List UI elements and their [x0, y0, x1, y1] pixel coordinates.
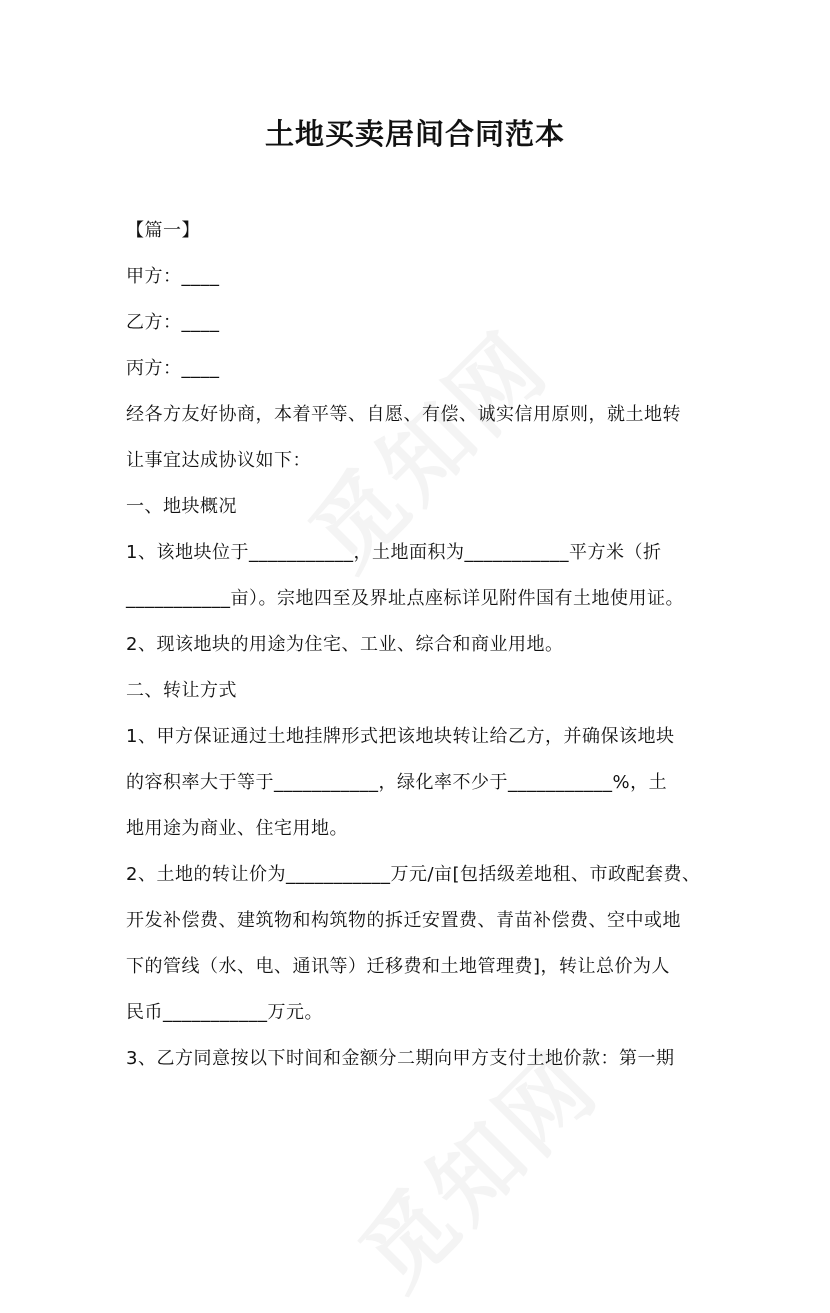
paragraph-line: 让事宜达成协议如下：	[126, 450, 311, 471]
paragraph-line: 开发补偿费、建筑物和构筑物的拆迁安置费、青苗补偿费、空中或地	[126, 910, 681, 931]
party-b-line: 乙方：____	[126, 312, 220, 333]
paragraph-line: 下的管线（水、电、通讯等）迁移费和土地管理费]，转让总价为人	[126, 956, 671, 977]
document-title: 土地买卖居间合同范本	[264, 117, 565, 151]
party-a-line: 甲方：____	[126, 266, 220, 287]
paragraph-line: ___________亩）。宗地四至及界址点座标详见附件国有土地使用证。	[126, 588, 684, 609]
paragraph-line: 1、甲方保证通过土地挂牌形式把该地块转让给乙方，并确保该地块	[126, 726, 675, 747]
clause-heading: 一、地块概况	[126, 496, 237, 517]
paragraph-line: 经各方友好协商，本着平等、自愿、有偿、诚实信用原则，就土地转	[126, 404, 681, 425]
paragraph-line: 民币___________万元。	[126, 1002, 323, 1023]
paragraph-line: 2、现该地块的用途为住宅、工业、综合和商业用地。	[126, 634, 564, 655]
document-body	[126, 208, 716, 1082]
paragraph-line: 2、土地的转让价为___________万元/亩[包括级差地租、市政配套费、	[126, 864, 701, 885]
section-heading: 【篇一】	[126, 220, 200, 241]
paragraph-line: 的容积率大于等于___________，绿化率不少于___________%，土	[126, 772, 668, 793]
paragraph-line: 3、乙方同意按以下时间和金额分二期向甲方支付土地价款：第一期	[126, 1048, 675, 1069]
party-c-line: 丙方：____	[126, 358, 220, 379]
paragraph-line: 地用途为商业、住宅用地。	[126, 818, 348, 839]
clause-heading: 二、转让方式	[126, 680, 237, 701]
paragraph-line: 1、该地块位于___________，土地面积为___________平方米（折	[126, 542, 662, 563]
